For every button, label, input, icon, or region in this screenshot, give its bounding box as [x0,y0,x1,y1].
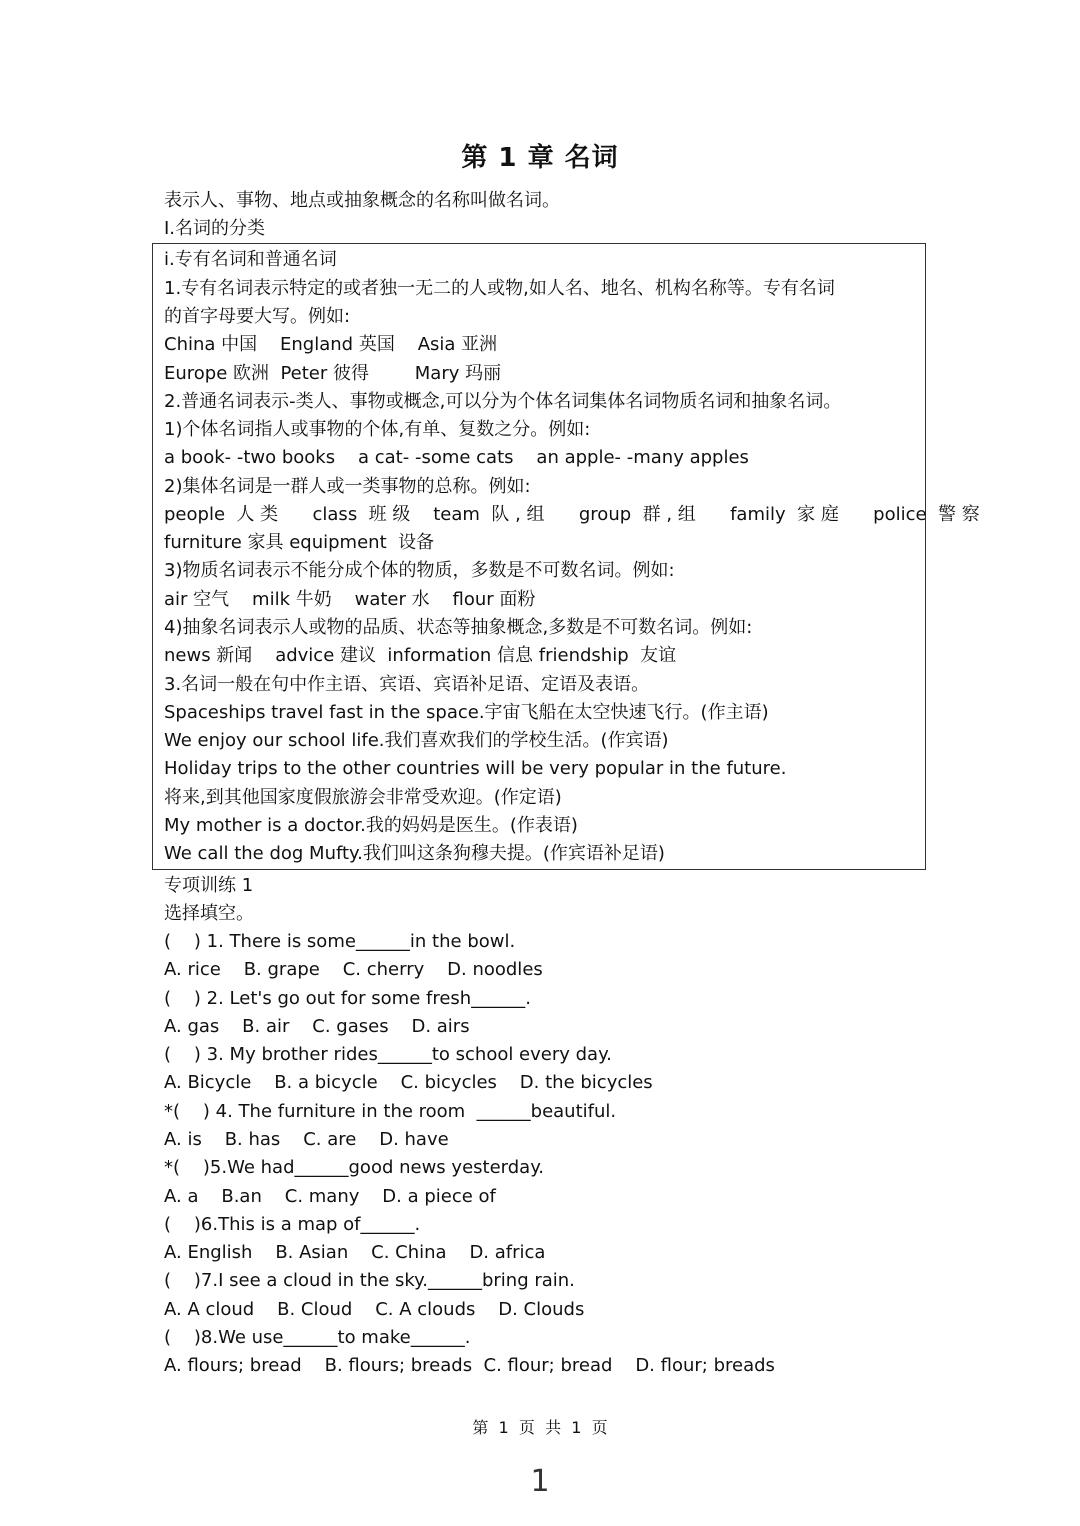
question-line: ( )6.This is a map of______. [164,1214,421,1235]
options-line: A. gas B. air C. gases D. airs [164,1016,470,1037]
box-line: We call the dog Mufty.我们叫这条狗穆夫提。(作宾语补足语) [164,843,665,864]
box-line: a book- -two books a cat- -some cats an apple- -many apples [164,447,749,468]
question-line: ( ) 3. My brother rides______to school every day. [164,1044,612,1065]
options-line: A. rice B. grape C. cherry D. noodles [164,959,543,980]
box-line: 1.专有名词表示特定的或者独一无二的人或物,如人名、地名、机构名称等。专有名词 [164,278,835,299]
section-heading: I.名词的分类 [164,218,266,239]
page-number: 1 [530,1464,550,1499]
box-line: i.专有名词和普通名词 [164,249,337,270]
box-line: 2)集体名词是一群人或一类事物的总称。例如: [164,476,531,497]
box-line: 将来,到其他国家度假旅游会非常受欢迎。(作定语) [164,787,562,808]
exercise-instruction: 选择填空。 [164,903,254,924]
box-line: Europe 欧洲 Peter 彼得 Mary 玛丽 [164,363,502,384]
options-line: A. Bicycle B. a bicycle C. bicycles D. the bicycles [164,1072,653,1093]
intro-line: 表示人、事物、地点或抽象概念的名称叫做名词。 [164,190,560,211]
box-line: 4)抽象名词表示人或物的品质、状态等抽象概念,多数是不可数名词。例如: [164,617,753,638]
box-line: news 新闻 advice 建议 information 信息 friendship 友谊 [164,645,677,666]
question-line: *( )5.We had______good news yesterday. [164,1157,544,1178]
chapter-title: 第 1 章 名词 [461,143,619,173]
exercise-heading: 专项训练 1 [164,875,254,896]
options-line: A. A cloud B. Cloud C. A clouds D. Clouds [164,1299,585,1320]
box-line: air 空气 milk 牛奶 water 水 flour 面粉 [164,589,536,610]
question-line: ( ) 1. There is some______in the bowl. [164,931,516,952]
box-line: furniture 家具 equipment 设备 [164,532,435,553]
question-line: ( )8.We use______to make______. [164,1327,471,1348]
options-line: A. is B. has C. are D. have [164,1129,449,1150]
box-line: Spaceships travel fast in the space.宇宙飞船在太空快速飞行。(作主语) [164,702,769,723]
box-line: My mother is a doctor.我的妈妈是医生。(作表语) [164,815,578,836]
box-line: Holiday trips to the other countries will be very popular in the future. [164,758,787,779]
box-line: We enjoy our school life.我们喜欢我们的学校生活。(作宾语) [164,730,669,751]
box-line: 2.普通名词表示-类人、事物或概念,可以分为个体名词集体名词物质名词和抽象名词。 [164,391,842,412]
box-line: China 中国 England 英国 Asia 亚洲 [164,334,498,355]
question-line: ( )7.I see a cloud in the sky.______bring rain. [164,1270,575,1291]
page-footer: 第 1 页 共 1 页 [472,1418,608,1437]
question-line: *( ) 4. The furniture in the room ______beautiful. [164,1101,617,1122]
box-line: 3)物质名词表示不能分成个体的物质，多数是不可数名词。例如: [164,560,675,581]
box-line: people 人 类 class 班 级 team 队 , 组 group 群 , 组 family 家 庭 police 警 察 [164,504,980,525]
options-line: A. English B. Asian C. China D. africa [164,1242,546,1263]
options-line: A. a B.an C. many D. a piece of [164,1186,496,1207]
box-line: 的首字母要大写。例如: [164,306,351,327]
box-line: 1)个体名词指人或事物的个体,有单、复数之分。例如: [164,419,591,440]
question-line: ( ) 2. Let's go out for some fresh______. [164,988,531,1009]
box-line: 3.名词一般在句中作主语、宾语、宾语补足语、定语及表语。 [164,674,650,695]
options-line: A. flours; bread B. flours; breads C. flour; bread D. flour; breads [164,1355,775,1376]
